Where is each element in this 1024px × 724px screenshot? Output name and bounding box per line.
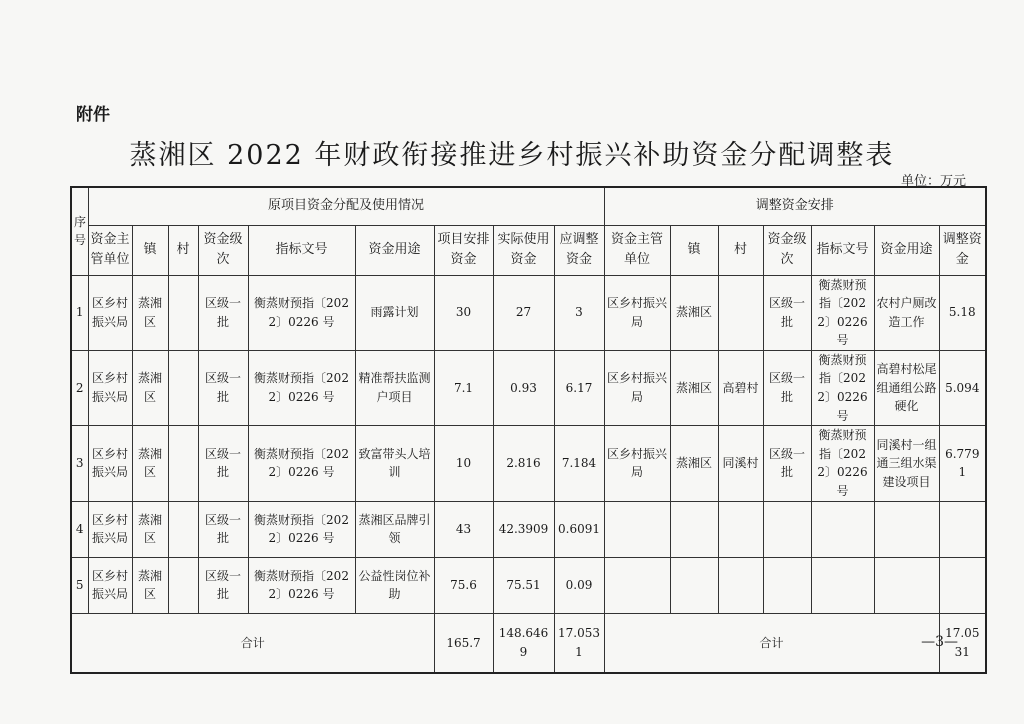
cell-original: 蒸湘区品牌引领 xyxy=(355,501,434,557)
cell-adjust xyxy=(763,501,811,557)
cell-original: 衡蒸财预指〔2022〕0226 号 xyxy=(248,275,355,350)
col-header-adjust: 调整资金 xyxy=(939,225,986,275)
col-header-original: 指标文号 xyxy=(248,225,355,275)
cell-adjust xyxy=(604,501,670,557)
cell-original: 区乡村振兴局 xyxy=(88,350,132,425)
cell-adjust xyxy=(670,501,718,557)
cell-original: 蒸湘区 xyxy=(132,557,168,613)
cell-original: 43 xyxy=(434,501,493,557)
cell-original: 7.1 xyxy=(434,350,493,425)
cell-original: 区乡村振兴局 xyxy=(88,426,132,501)
section-original-header: 原项目资金分配及使用情况 xyxy=(88,187,604,225)
cell-adjust: 同溪村一组通三组水渠建设项目 xyxy=(874,426,939,501)
cell-adjust: 区乡村振兴局 xyxy=(604,426,670,501)
cell-original: 42.3909 xyxy=(493,501,554,557)
cell-adjust: 5.094 xyxy=(939,350,986,425)
cell-adjust: 6.7791 xyxy=(939,426,986,501)
cell-adjust: 区乡村振兴局 xyxy=(604,350,670,425)
allocation-table xyxy=(70,186,987,674)
col-header-original: 实际使用资金 xyxy=(493,225,554,275)
page-number: —3— xyxy=(921,634,958,650)
col-header-adjust: 镇 xyxy=(670,225,718,275)
cell-original: 区级一批 xyxy=(198,557,248,613)
total-adjustable: 17.0531 xyxy=(554,613,604,673)
table-row xyxy=(71,501,986,557)
cell-adjust xyxy=(763,557,811,613)
cell-adjust: 蒸湘区 xyxy=(670,350,718,425)
cell-original: 致富带头人培训 xyxy=(355,426,434,501)
cell-original: 衡蒸财预指〔2022〕0226 号 xyxy=(248,426,355,501)
cell-adjust: 区乡村振兴局 xyxy=(604,275,670,350)
cell-original: 衡蒸财预指〔2022〕0226 号 xyxy=(248,557,355,613)
cell-adjust xyxy=(811,501,874,557)
cell-adjust: 衡蒸财预指〔2022〕0226 号 xyxy=(811,350,874,425)
cell-adjust xyxy=(604,557,670,613)
cell-adjust: 衡蒸财预指〔2022〕0226 号 xyxy=(811,426,874,501)
cell-original: 3 xyxy=(554,275,604,350)
col-header-adjust: 指标文号 xyxy=(811,225,874,275)
cell-original: 区级一批 xyxy=(198,501,248,557)
cell-adjust xyxy=(811,557,874,613)
col-header-adjust: 资金主管单位 xyxy=(604,225,670,275)
cell-original xyxy=(168,501,198,557)
cell-original: 区级一批 xyxy=(198,350,248,425)
cell-original: 区级一批 xyxy=(198,275,248,350)
col-header-original: 村 xyxy=(168,225,198,275)
cell-original: 0.93 xyxy=(493,350,554,425)
total-label-original: 合计 xyxy=(71,613,434,673)
cell-original: 6.17 xyxy=(554,350,604,425)
cell-original: 0.09 xyxy=(554,557,604,613)
cell-adjust: 农村户厕改造工作 xyxy=(874,275,939,350)
cell-adjust xyxy=(718,275,763,350)
col-header-adjust: 资金级次 xyxy=(763,225,811,275)
cell-adjust: 蒸湘区 xyxy=(670,275,718,350)
col-header-original: 资金主管单位 xyxy=(88,225,132,275)
cell-original: 蒸湘区 xyxy=(132,275,168,350)
cell-original: 2.816 xyxy=(493,426,554,501)
header-seq: 序号 xyxy=(71,187,88,275)
total-adjusted: 17.0531 xyxy=(939,613,986,673)
attachment-label: 附件 xyxy=(76,105,110,125)
cell-adjust: 区级一批 xyxy=(763,426,811,501)
col-header-original: 项目安排资金 xyxy=(434,225,493,275)
table-row xyxy=(71,557,986,613)
total-label-adjust: 合计 xyxy=(604,613,939,673)
cell-original: 7.184 xyxy=(554,426,604,501)
cell-adjust: 高碧村 xyxy=(718,350,763,425)
cell-original: 区乡村振兴局 xyxy=(88,501,132,557)
col-header-original: 资金级次 xyxy=(198,225,248,275)
cell-original: 雨露计划 xyxy=(355,275,434,350)
cell-adjust: 5.18 xyxy=(939,275,986,350)
cell-original xyxy=(168,350,198,425)
row-seq: 3 xyxy=(71,426,88,501)
col-header-original: 资金用途 xyxy=(355,225,434,275)
cell-adjust xyxy=(670,557,718,613)
cell-original: 公益性岗位补助 xyxy=(355,557,434,613)
row-seq: 1 xyxy=(71,275,88,350)
table-row xyxy=(71,426,986,501)
total-row xyxy=(71,613,986,673)
cell-original: 蒸湘区 xyxy=(132,501,168,557)
cell-original xyxy=(168,426,198,501)
cell-adjust xyxy=(718,501,763,557)
cell-original: 衡蒸财预指〔2022〕0226 号 xyxy=(248,350,355,425)
col-header-original: 应调整资金 xyxy=(554,225,604,275)
cell-original: 30 xyxy=(434,275,493,350)
document-title: 蒸湘区 2022 年财政衔接推进乡村振兴补助资金分配调整表 xyxy=(129,140,895,171)
cell-adjust: 高碧村松尾组通组公路硬化 xyxy=(874,350,939,425)
col-header-original: 镇 xyxy=(132,225,168,275)
cell-original xyxy=(168,275,198,350)
cell-original: 蒸湘区 xyxy=(132,350,168,425)
cell-original: 0.6091 xyxy=(554,501,604,557)
row-seq: 4 xyxy=(71,501,88,557)
cell-adjust xyxy=(939,501,986,557)
cell-adjust: 区级一批 xyxy=(763,275,811,350)
cell-original: 27 xyxy=(493,275,554,350)
cell-adjust: 区级一批 xyxy=(763,350,811,425)
cell-original: 区乡村振兴局 xyxy=(88,275,132,350)
col-header-adjust: 村 xyxy=(718,225,763,275)
cell-adjust xyxy=(939,557,986,613)
row-seq: 2 xyxy=(71,350,88,425)
cell-original: 衡蒸财预指〔2022〕0226 号 xyxy=(248,501,355,557)
col-header-adjust: 资金用途 xyxy=(874,225,939,275)
total-planned: 165.7 xyxy=(434,613,493,673)
cell-original: 区乡村振兴局 xyxy=(88,557,132,613)
total-actual: 148.6469 xyxy=(493,613,554,673)
cell-original xyxy=(168,557,198,613)
cell-adjust xyxy=(874,557,939,613)
cell-adjust xyxy=(718,557,763,613)
cell-adjust: 衡蒸财预指〔2022〕0226 号 xyxy=(811,275,874,350)
cell-adjust xyxy=(874,501,939,557)
cell-original: 蒸湘区 xyxy=(132,426,168,501)
table-row xyxy=(71,350,986,425)
cell-original: 75.6 xyxy=(434,557,493,613)
cell-original: 区级一批 xyxy=(198,426,248,501)
cell-original: 10 xyxy=(434,426,493,501)
cell-adjust: 蒸湘区 xyxy=(670,426,718,501)
row-seq: 5 xyxy=(71,557,88,613)
table-row xyxy=(71,275,986,350)
cell-original: 精准帮扶监测户项目 xyxy=(355,350,434,425)
unit-label: 单位：万元 xyxy=(900,174,966,189)
cell-original: 75.51 xyxy=(493,557,554,613)
section-adjust-header: 调整资金安排 xyxy=(604,187,986,225)
cell-adjust: 同溪村 xyxy=(718,426,763,501)
